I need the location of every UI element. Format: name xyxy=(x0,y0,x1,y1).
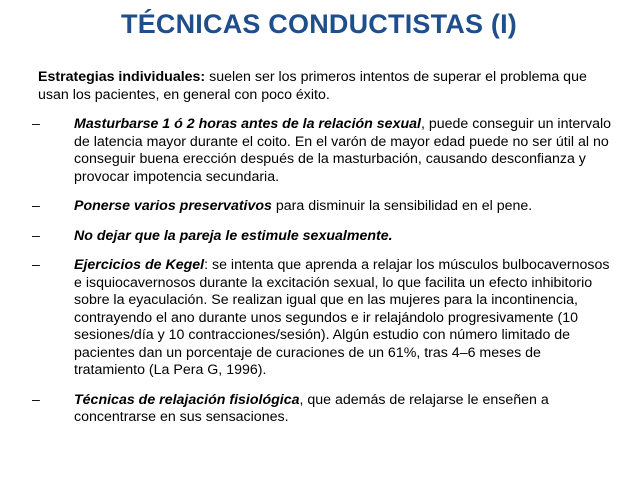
slide-title: TÉCNICAS CONDUCTISTAS (I) xyxy=(121,9,517,39)
bullet-item xyxy=(32,116,612,186)
bullet-dash: – xyxy=(32,198,40,214)
bullet-dash: – xyxy=(32,391,40,408)
intro-text: suelen ser los primeros intentos de superar el problema que usan los pacientes, en general con poco éxito. xyxy=(38,69,587,103)
bullet-emphasis: Masturbarse 1 ó 2 horas antes de la relación sexual xyxy=(74,116,421,132)
bullet-item xyxy=(32,198,612,216)
bullet-emphasis: No dejar que la pareja le estimule sexualmente. xyxy=(74,227,393,244)
bullet-dash: – xyxy=(32,116,40,132)
bullet-dash: – xyxy=(32,227,40,244)
bullet-emphasis: Ponerse varios preservativos xyxy=(74,198,272,214)
bullet-text: , que además de relajarse le enseñen a concentrarse en sus sensaciones. xyxy=(74,391,549,425)
intro-lead: Estrategias individuales: xyxy=(38,69,206,85)
bullet-text: para disminuir la sensibilidad en el pene. xyxy=(271,198,533,214)
bullet-text: : se intenta que aprenda a relajar los músculos bulbocavernosos e isquiocavernosos durante la excitación sexual, lo que facilita un efecto inhibitorio sobre la eyaculación. Se realizan igual que en las mujeres para la incontinencia, contrayendo el ano durante unos segundos e ir relajándolo progresivamente (10 sesiones/día y 10 contracciones/sesión). Algún estudio con número limitado de pacientes dan un porcentaje de curaciones de un 61%, tras 4–6 meses de tratamiento (La Pera G, 1996). xyxy=(74,257,610,378)
bullet-item xyxy=(32,392,612,427)
intro-paragraph xyxy=(38,69,598,104)
bullet-emphasis: Ejercicios de Kegel xyxy=(74,257,205,273)
bullet-text: , puede conseguir un intervalo de latencia mayor durante el coito. En el varón de mayor edad puede no ser útil al no conseguir buena erección después de la masturbación, causando desconfianza y provocar impotencia secundaria. xyxy=(74,116,612,185)
bullet-list xyxy=(32,116,612,439)
bullet-dash: – xyxy=(32,257,40,273)
bullet-emphasis: Técnicas de relajación fisiológica xyxy=(74,391,300,408)
bullet-item xyxy=(32,228,612,246)
bullet-item xyxy=(32,257,612,380)
